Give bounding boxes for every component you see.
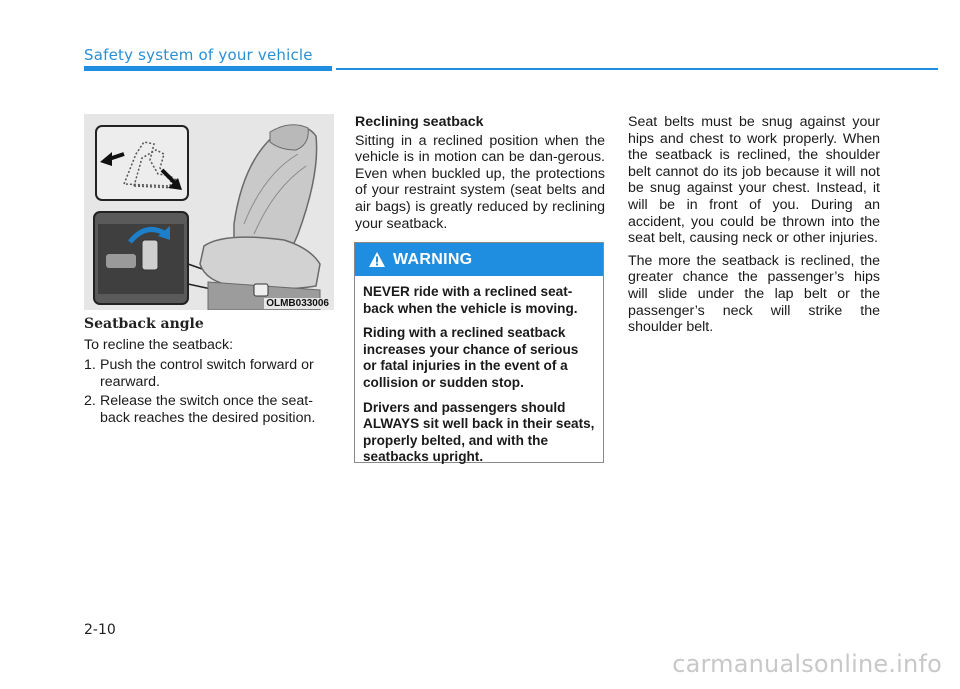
list-item: [84, 393, 334, 426]
warning-label: WARNING: [393, 250, 473, 268]
warning-triangle-icon: [369, 252, 385, 267]
seatbelt-paragraph: Seat belts must be snug against your hips and chest to work properly. When the seatback is reclined, the shoulder belt cannot do its job because it will not be snug against your chest. Instead, it will be in front of you. During an accident, you could be thrown into the seat belt, causing neck or other injuries.: [628, 114, 880, 247]
intro-text: To recline the seatback:: [84, 336, 234, 353]
section-heading-seatback-angle: Seatback angle: [84, 316, 204, 332]
seat-switch-highlight: [254, 284, 268, 296]
warning-paragraph: Riding with a reclined seatback increases your chance of serious or fatal injuries in the event of a collision or sudden stop.: [363, 325, 579, 390]
headrest: [270, 125, 308, 150]
page-header-title: Safety system of your vehicle: [84, 46, 313, 64]
warning-header: [355, 243, 603, 276]
left-column: [84, 316, 334, 430]
seat-drawing: [84, 114, 334, 310]
warning-paragraph: NEVER ride with a reclined seat-back when the vehicle is moving.: [363, 284, 578, 316]
step-number: 1.: [84, 357, 96, 374]
right-column: [628, 114, 880, 342]
switch-lower: [106, 254, 136, 268]
middle-column: [355, 114, 605, 238]
warning-paragraph: Drivers and passengers should ALWAYS sit well back in their seats, properly belted, and with the seatbacks upright.: [363, 399, 595, 465]
recline-risk-paragraph: The more the seatback is reclined, the greater chance the passenger’s hips will slide under the lap belt or the passenger’s neck will strike the shoulder belt.: [628, 252, 880, 336]
step-text: Release the switch once the seat-back reaches the desired position.: [100, 393, 316, 426]
watermark-text: carmanualsonline.info: [672, 650, 942, 678]
seat-cushion: [200, 237, 320, 289]
warning-body: [355, 276, 603, 466]
recline-switch: [142, 240, 158, 270]
step-number: 2.: [84, 393, 96, 410]
header-rule-thin: [336, 68, 938, 70]
steps-list: [84, 357, 334, 426]
figure-code: OLMB033006: [266, 298, 329, 309]
step-text: Push the control switch forward or rearward.: [100, 357, 314, 390]
list-item: [84, 357, 334, 390]
seat-illustration: [84, 114, 334, 310]
page-number: 2-10: [84, 622, 116, 638]
header-rule-thick: [84, 66, 332, 71]
reclining-paragraph: Sitting in a reclined position when the vehicle is in motion can be dan-gerous. Even when buckled up, the protections of your restraint system (seat belts and air bags) is greatly reduced by reclining your seatback.: [355, 132, 605, 232]
warning-box: [354, 242, 604, 463]
section-heading-reclining-seatback: Reclining seatback: [355, 114, 484, 130]
